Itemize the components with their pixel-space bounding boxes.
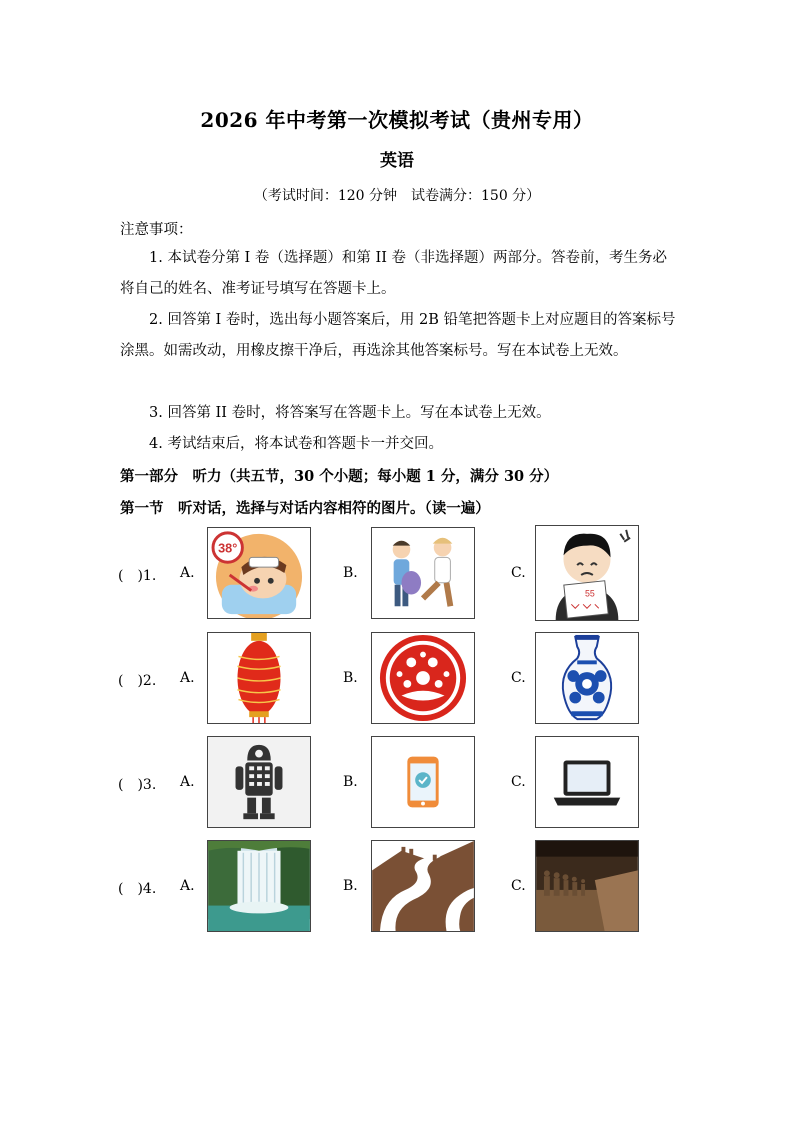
- question-row: [0, 632, 794, 730]
- option-letter: C.: [511, 670, 526, 686]
- option-letter: A.: [180, 774, 195, 790]
- option-letter: B.: [343, 878, 358, 894]
- exam-meta: （考试时间：120 分钟 试卷满分：150 分）: [253, 188, 541, 204]
- great-wall-icon[interactable]: [371, 840, 475, 932]
- porcelain-vase-icon[interactable]: [535, 632, 639, 724]
- waterfall-icon[interactable]: [207, 840, 311, 932]
- subject-title: 英语: [380, 151, 414, 171]
- option-letter: B.: [343, 774, 358, 790]
- note-item-2: 2. 回答第 I 卷时，选出每小题答案后，用 2B 铅笔把答题卡上对应题目的答案标号涂黑。如需改动，用橡皮擦干净后，再选涂其他答案标号。写在本试卷上无效。: [120, 312, 676, 359]
- option-letter: A.: [180, 565, 195, 581]
- option-letter: B.: [343, 565, 358, 581]
- option-letter: A.: [180, 670, 195, 686]
- option-letter: B.: [343, 670, 358, 686]
- option-letter: C.: [511, 565, 526, 581]
- note-item-3: 3. 回答第 II 卷时，将答案写在答题卡上。写在本试卷上无效。: [149, 405, 551, 421]
- terracotta-warriors-icon[interactable]: [535, 840, 639, 932]
- note-item-4: 4. 考试结束后，将本试卷和答题卡一并交回。: [149, 436, 443, 452]
- question-row: [0, 527, 794, 625]
- part-heading: 第一部分 听力（共五节，30 个小题；每小题 1 分，满分 30 分）: [120, 468, 559, 485]
- question-number[interactable]: ( )2.: [118, 673, 157, 689]
- notes-heading: 注意事项：: [120, 222, 193, 238]
- student-bad-score-icon[interactable]: [535, 525, 639, 621]
- red-lantern-icon[interactable]: [207, 632, 311, 724]
- laptop-icon[interactable]: [535, 736, 639, 828]
- question-number[interactable]: ( )4.: [118, 881, 157, 897]
- option-letter: C.: [511, 774, 526, 790]
- exam-title: 2026 年中考第一次模拟考试（贵州专用）: [200, 108, 594, 132]
- paper-cutting-icon[interactable]: [371, 632, 475, 724]
- smartphone-icon[interactable]: [371, 736, 475, 828]
- score-label: 55: [585, 588, 595, 599]
- option-letter: A.: [180, 878, 195, 894]
- option-letter: C.: [511, 878, 526, 894]
- kids-fighting-icon[interactable]: [371, 527, 475, 619]
- section-heading: 第一节 听对话，选择与对话内容相符的图片。（读一遍）: [120, 500, 490, 517]
- note-item-1: 1. 本试卷分第 I 卷（选择题）和第 II 卷（非选择题）两部分。答卷前，考生务必将自己的姓名、准考证号填写在答题卡上。: [120, 250, 668, 297]
- question-row: [0, 736, 794, 834]
- fever-temperature-label: 38°: [218, 540, 238, 556]
- question-row: [0, 840, 794, 938]
- question-number[interactable]: ( )1.: [118, 568, 157, 584]
- question-number[interactable]: ( )3.: [118, 777, 157, 793]
- fever-boy-38-icon[interactable]: [207, 527, 311, 619]
- robot-icon[interactable]: [207, 736, 311, 828]
